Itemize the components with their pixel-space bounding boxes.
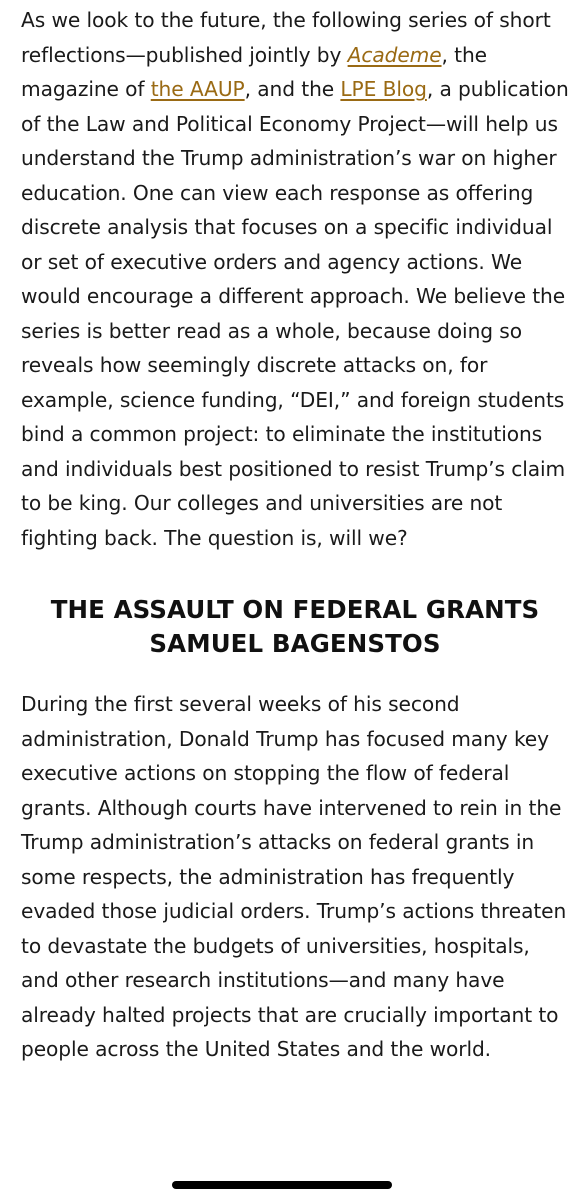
- home-indicator[interactable]: [172, 1181, 392, 1189]
- academe-link[interactable]: Academe: [347, 42, 442, 67]
- lpe-blog-link[interactable]: LPE Blog: [340, 77, 427, 101]
- intro-text-2: , the magazine of: [21, 42, 487, 101]
- intro-text-1: As we look to the future, the following series of short reflections—published jointly by: [21, 8, 551, 67]
- section-title: THE ASSAULT ON FEDERAL GRANTS: [50, 595, 540, 624]
- intro-paragraph: [21, 3, 569, 555]
- section-paragraph: During the first several weeks of his second administration, Donald Trump has focused many key executive actions on stopping the flow of federal grants. Although courts have intervened to rein in the Trump administration’s attacks on federal grants in some respects, the administration has frequently evaded those judicial orders. Trump’s actions threaten to devastate the budgets of universities, hospitals, and other research institutions—and many have already halted projects that are crucially important to people across the United States and the world.: [21, 692, 567, 1061]
- section-heading: [13, 593, 577, 661]
- intro-text-4: , a publication of the Law and Political Economy Project—will help us understand the Trump administration’s war on higher education. One can view each response as offering discrete analysis that focuses on a specific individual or set of executive orders and agency actions. We would encourage a different approach. We believe the series is better read as a whole, because doing so reveals how seemingly discrete attacks on, for example, science funding, “DEI,” and foreign students bind a common project: to eliminate the institutions and individuals best positioned to resist Trump’s claim to be king. Our colleges and universities are not fighting back. The question is, will we?: [21, 77, 569, 550]
- article-body: [21, 3, 569, 1067]
- intro-text-3: , and the: [244, 77, 341, 101]
- aaup-link[interactable]: the AAUP: [150, 77, 245, 101]
- section-author: SAMUEL BAGENSTOS: [149, 629, 441, 658]
